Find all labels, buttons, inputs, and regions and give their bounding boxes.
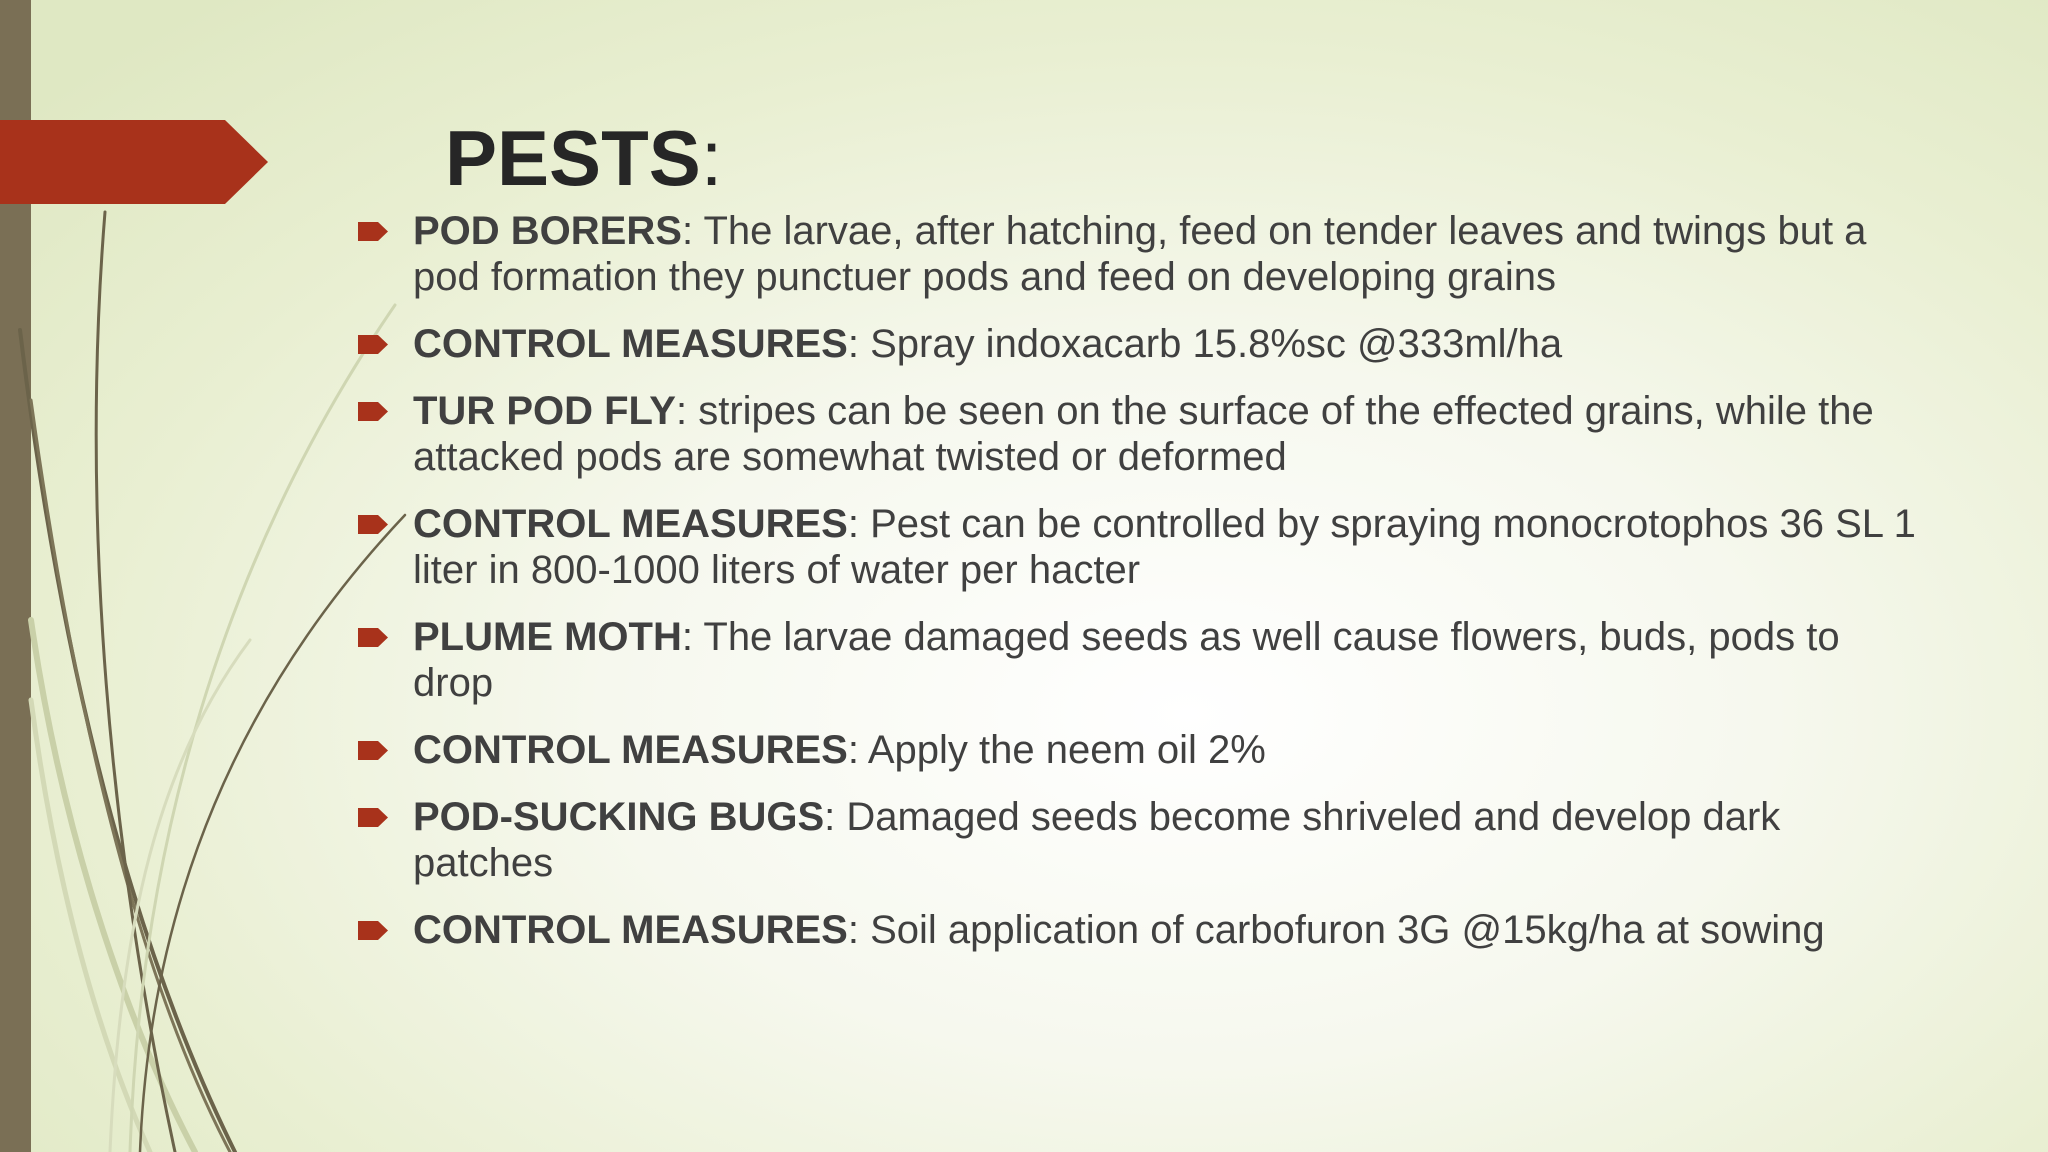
bullet-text: : The larvae damaged seeds as well cause flowers, buds, pods to drop bbox=[413, 615, 1840, 705]
bullet-item-control-measures-4 bbox=[358, 907, 1918, 953]
bullet-text: : Spray indoxacarb 15.8%sc @333ml/ha bbox=[847, 322, 1563, 366]
arrow-right-icon bbox=[358, 741, 388, 760]
bullet-label: TUR POD FLY bbox=[413, 389, 676, 433]
arrow-right-icon bbox=[358, 335, 388, 354]
arrow-right-icon bbox=[358, 808, 388, 827]
bullet-item-pod-borers bbox=[358, 208, 1918, 300]
title-ribbon bbox=[0, 120, 268, 204]
bullet-text: : Pest can be controlled by spraying monocrotophos 36 SL 1 liter in 800-1000 liters of water per hacter bbox=[413, 502, 1916, 592]
bullet-label: POD BORERS bbox=[413, 209, 682, 253]
bullet-list bbox=[358, 208, 1918, 974]
bullet-text: : Damaged seeds become shriveled and develop dark patches bbox=[413, 795, 1781, 885]
arrow-right-icon bbox=[358, 921, 388, 940]
bullet-label: CONTROL MEASURES bbox=[413, 502, 848, 546]
bullet-text: : Soil application of carbofuron 3G @15kg/ha at sowing bbox=[847, 908, 1825, 952]
bullet-item-pod-sucking-bugs bbox=[358, 794, 1918, 886]
bullet-item-control-measures-1 bbox=[358, 321, 1918, 367]
bullet-item-plume-moth bbox=[358, 614, 1918, 706]
bullet-text: : stripes can be seen on the surface of the effected grains, while the attacked pods are somewhat twisted or deformed bbox=[413, 389, 1874, 479]
bullet-label: PLUME MOTH bbox=[413, 615, 682, 659]
bullet-item-tur-pod-fly bbox=[358, 388, 1918, 480]
bullet-text: : The larvae, after hatching, feed on tender leaves and twings but a pod formation they punctuer pods and feed on developing grains bbox=[413, 209, 1867, 299]
arrow-right-icon bbox=[358, 628, 388, 647]
slide-title: PESTS: bbox=[445, 114, 723, 202]
bullet-item-control-measures-3 bbox=[358, 727, 1918, 773]
bullet-text: : Apply the neem oil 2% bbox=[847, 728, 1266, 772]
bullet-label: CONTROL MEASURES bbox=[413, 728, 848, 772]
bullet-label: POD-SUCKING BUGS bbox=[413, 795, 825, 839]
bullet-label: CONTROL MEASURES bbox=[413, 908, 848, 952]
bullet-item-control-measures-2 bbox=[358, 501, 1918, 593]
arrow-right-icon bbox=[358, 222, 388, 241]
bullet-label: CONTROL MEASURES bbox=[413, 322, 848, 366]
arrow-right-icon bbox=[358, 402, 388, 421]
arrow-right-icon bbox=[358, 515, 388, 534]
